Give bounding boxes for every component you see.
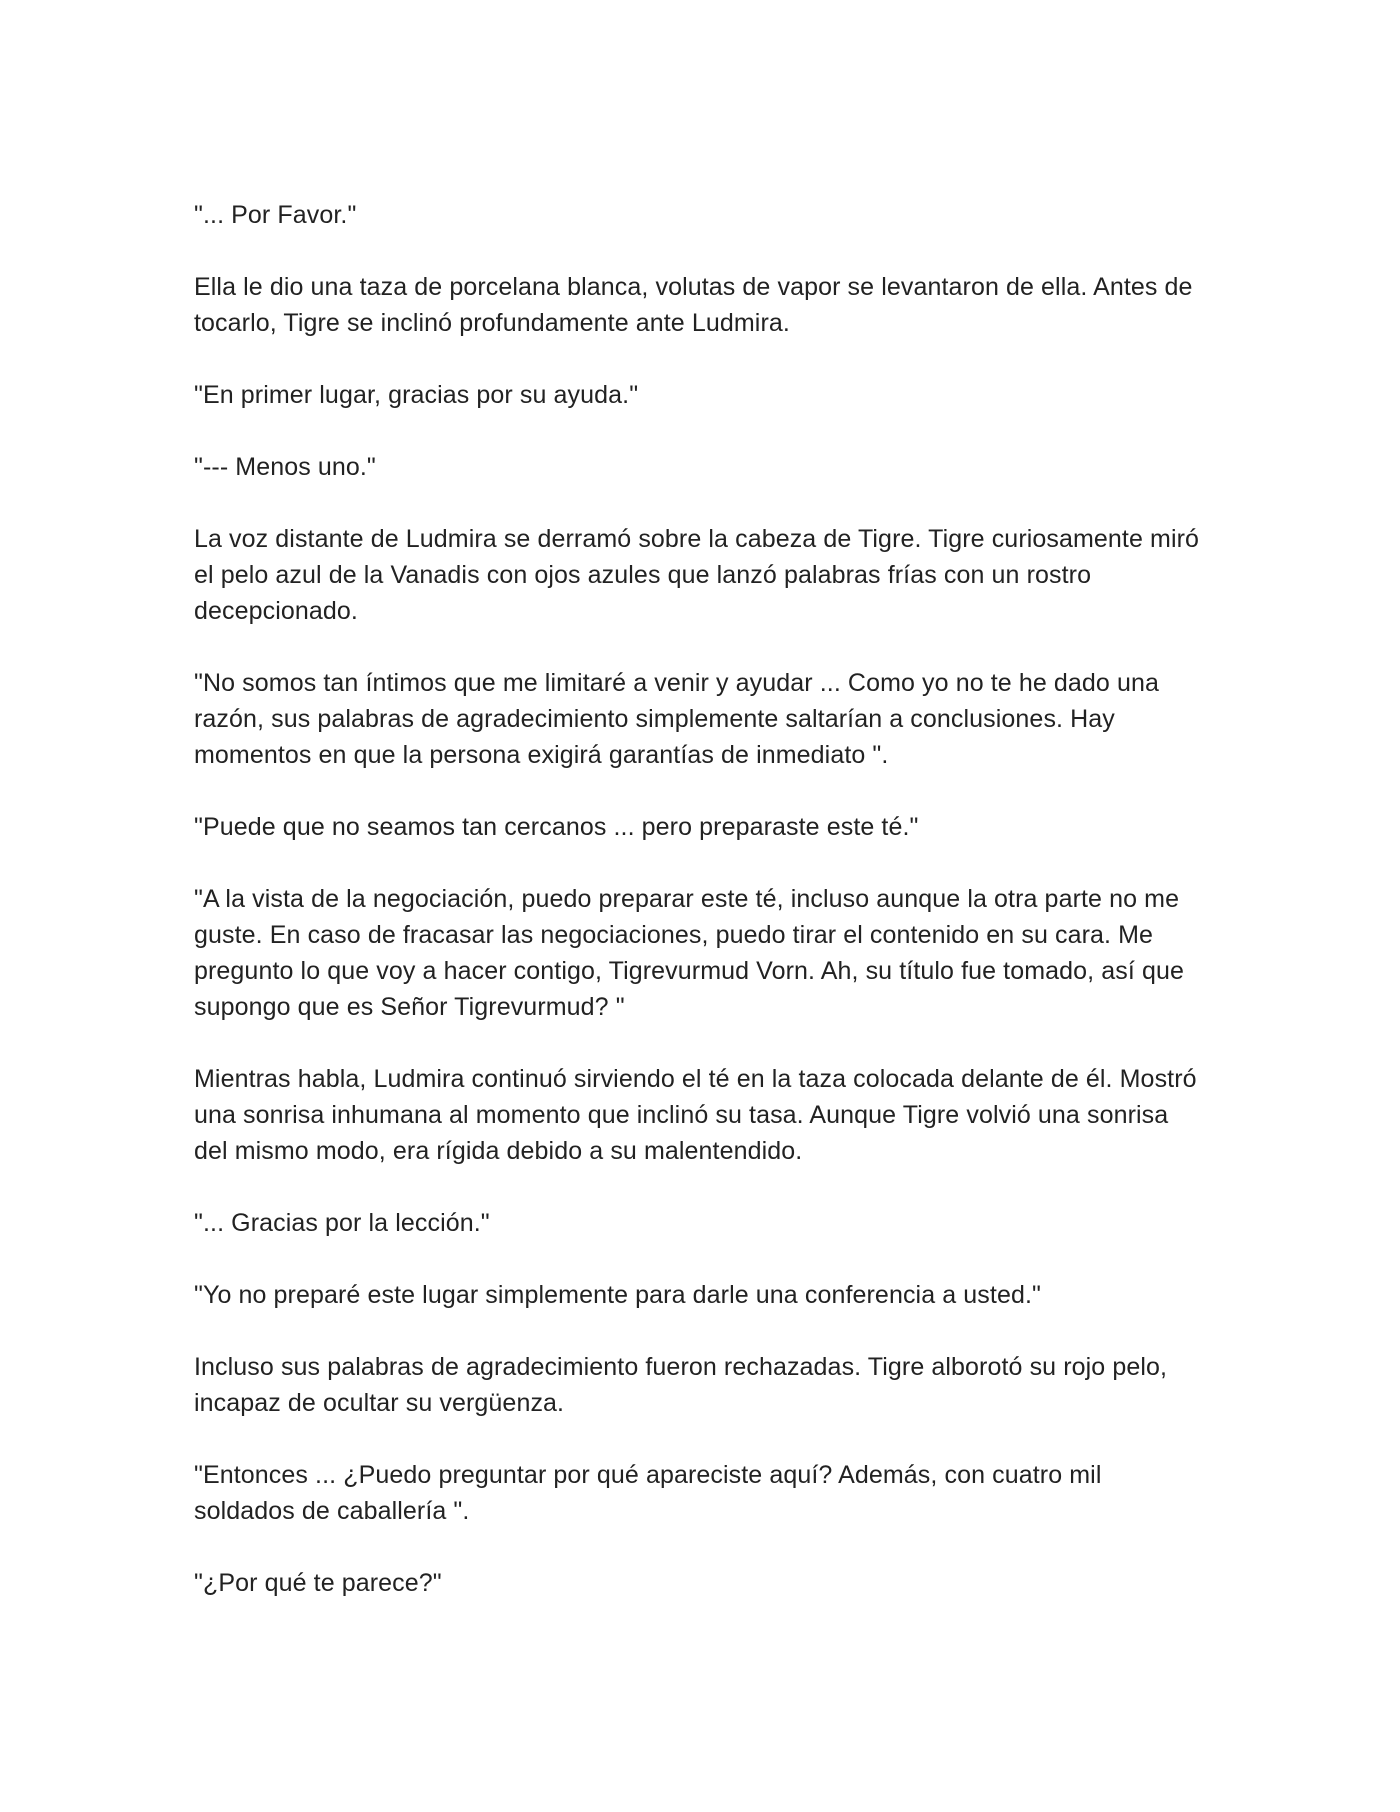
paragraph-13: "Entonces ... ¿Puedo preguntar por qué apareciste aquí? Además, con cuatro mil soldados de caballería ". xyxy=(194,1461,1102,1525)
paragraph-11: "Yo no preparé este lugar simplemente para darle una conferencia a usted." xyxy=(194,1281,1041,1309)
paragraph-2: Ella le dio una taza de porcelana blanca, volutas de vapor se levantaron de ella. Antes de tocarlo, Tigre se inclinó profundamente ante Ludmira. xyxy=(194,273,1193,337)
paragraph-7: "Puede que no seamos tan cercanos ... pero preparaste este té." xyxy=(194,813,919,841)
paragraph-3: "En primer lugar, gracias por su ayuda." xyxy=(194,381,639,409)
paragraph-5: La voz distante de Ludmira se derramó sobre la cabeza de Tigre. Tigre curiosamente miró el pelo azul de la Vanadis con ojos azules que lanzó palabras frías con un rostro decepcionado. xyxy=(194,525,1200,625)
paragraph-12: Incluso sus palabras de agradecimiento fueron rechazadas. Tigre alborotó su rojo pelo, incapaz de ocultar su vergüenza. xyxy=(194,1353,1168,1417)
document-body xyxy=(194,197,1204,1601)
paragraph-6: "No somos tan íntimos que me limitaré a venir y ayudar ... Como yo no te he dado una razón, sus palabras de agradecimiento simplemente saltarían a conclusiones. Hay momentos en que la persona exigirá garantías de inmediato ". xyxy=(194,669,1159,769)
paragraph-9: Mientras habla, Ludmira continuó sirviendo el té en la taza colocada delante de él. Mostró una sonrisa inhumana al momento que inclinó su tasa. Aunque Tigre volvió una sonrisa del mismo modo, era rígida debido a su malentendido. xyxy=(194,1065,1197,1165)
paragraph-14: "¿Por qué te parece?" xyxy=(194,1569,442,1597)
paragraph-1: "... Por Favor." xyxy=(194,201,357,229)
paragraph-10: "... Gracias por la lección." xyxy=(194,1209,490,1237)
paragraph-4: "--- Menos uno." xyxy=(194,453,376,481)
paragraph-8: "A la vista de la negociación, puedo preparar este té, incluso aunque la otra parte no me guste. En caso de fracasar las negociaciones, puedo tirar el contenido en su cara. Me pregunto lo que voy a hacer contigo, Tigrevurmud Vorn. Ah, su título fue tomado, así que supongo que es Señor Tigrevurmud? " xyxy=(194,885,1184,1021)
